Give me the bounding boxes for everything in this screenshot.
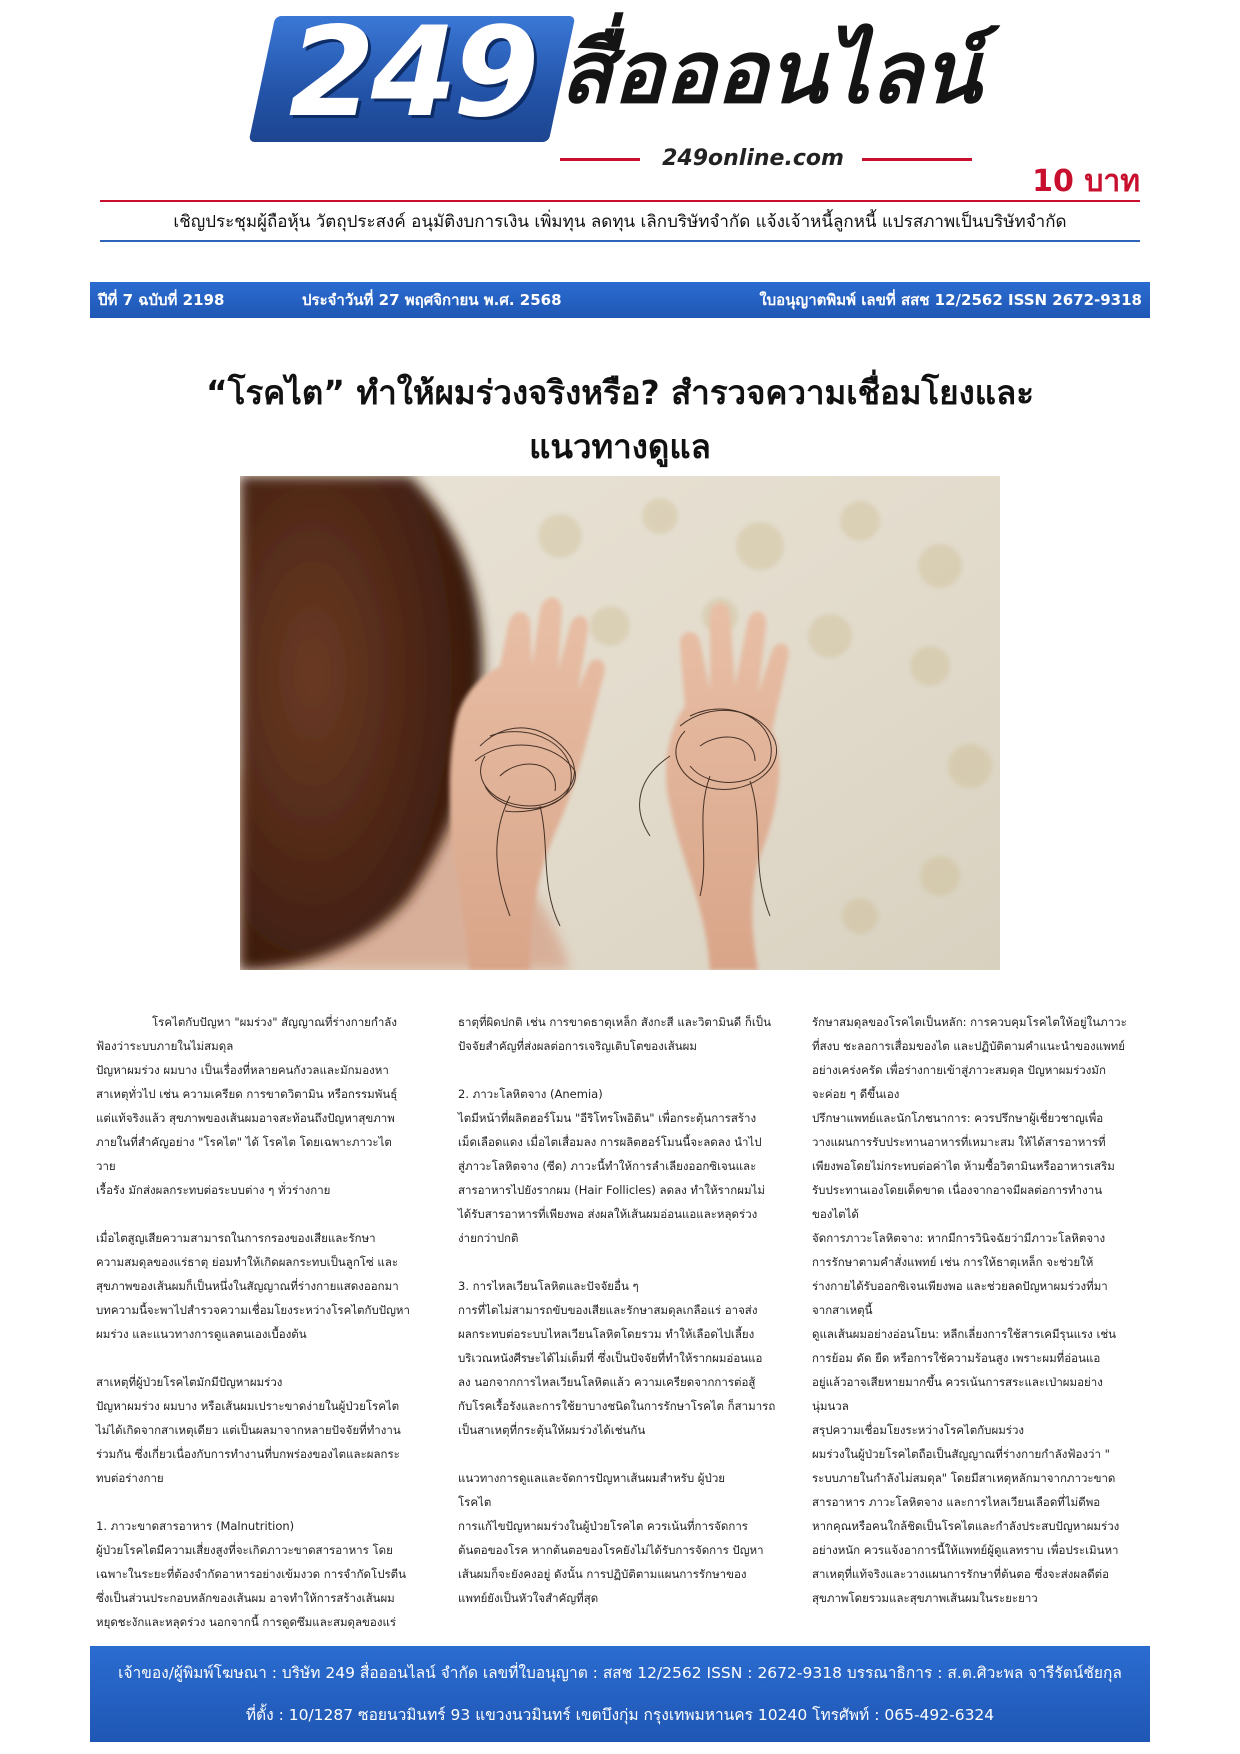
paragraph-line: เส้นผมก็จะยังคงอยู่ ดังนั้น การปฏิบัติตามแผนการรักษาของ xyxy=(458,1567,747,1581)
paragraph-line: ไม่ได้เกิดจากสาเหตุเดียว แต่เป็นผลมาจากหลายปัจจัยที่ทำงาน xyxy=(96,1423,401,1437)
section-heading: 3. การไหลเวียนโลหิตและปัจจัยอื่น ๆ xyxy=(458,1279,639,1293)
paragraph-line: นุ่มนวล xyxy=(812,1399,849,1413)
paragraph-line: เฉพาะในระยะที่ต้องจำกัดอาหารอย่างเข้มงวด การจำกัดโปรตีน xyxy=(96,1567,406,1581)
logo-wordmark: สื่อออนไลน์ xyxy=(560,23,981,123)
paragraph-line: ปัจจัยสำคัญที่ส่งผลต่อการเจริญเติบโตของเส้นผม xyxy=(458,1039,697,1053)
paragraph-line: การรักษาตามคำสั่งแพทย์ เช่น การให้ธาตุเหล็ก จะช่วยให้ xyxy=(812,1255,1094,1269)
paragraph-line: ของไตได้ xyxy=(812,1207,859,1221)
logo-url: 249online.com xyxy=(662,146,844,171)
headline-line-1: “โรคไต” ทำให้ผมร่วงจริงหรือ? สำรวจความเชื่อมโยงและ xyxy=(206,373,1034,412)
services-tagline: เชิญประชุมผู้ถือหุ้น วัตถุประสงค์ อนุมัติงบการเงิน เพิ่มทุน ลดทุน เลิกบริษัทจำกัด แจ้งเจ้าหนี้ลูกหนี้ แปรสภาพเป็นบริษัทจำกัด xyxy=(173,212,1067,232)
paragraph-line: สารอาหาร ภาวะโลหิตจาง และการไหลเวียนเลือดที่ไม่ดีพอ xyxy=(812,1495,1101,1509)
paragraph-line: เพียงพอโดยไม่กระทบต่อค่าไต ห้ามซื้อวิตามินหรืออาหารเสริม xyxy=(812,1159,1115,1173)
article-photo xyxy=(240,476,1000,970)
paragraph-line: ผู้ป่วยโรคไตมีความเสี่ยงสูงที่จะเกิดภาวะขาดสารอาหาร โดย xyxy=(96,1543,393,1557)
paragraph-line: สาเหตุที่แท้จริงและวางแผนการรักษาที่ต้นตอ ซึ่งจะส่งผลดีต่อ xyxy=(812,1567,1110,1581)
paragraph-line: หากคุณหรือคนใกล้ชิดเป็นโรคไตและกำลังประสบปัญหาผมร่วง xyxy=(812,1519,1120,1533)
paragraph-line: สารอาหารไปยังรากผม (Hair Follicles) ลดลง ทำให้รากผมไม่ xyxy=(458,1183,765,1197)
issue-number: ปีที่ 7 ฉบับที่ 2198 xyxy=(98,291,225,309)
paragraph-line: อย่างเคร่งครัด เพื่อร่างกายเข้าสู่ภาวะสมดุล ปัญหาผมร่วงมัก xyxy=(812,1063,1106,1077)
section-heading: แนวทางการดูแลและจัดการปัญหาเส้นผมสำหรับ ผู้ป่วย xyxy=(458,1471,726,1485)
paragraph-line: การย้อม ดัด ยืด หรือการใช้ความร้อนสูง เพราะผมที่อ่อนแอ xyxy=(812,1351,1101,1365)
logo-divider-right xyxy=(862,158,972,161)
paragraph-line: ผมร่วงในผู้ป่วยโรคไตถือเป็นสัญญาณที่ร่างกายกำลังฟ้องว่า " xyxy=(812,1447,1110,1461)
paragraph-line: ระบบภายในกำลังไม่สมดุล" โดยมีสาเหตุหลักมาจากภาวะขาด xyxy=(812,1471,1116,1485)
paragraph-line: ต้นตอของโรค หากต้นตอของโรคยังไม่ได้รับการจัดการ ปัญหา xyxy=(458,1543,764,1557)
paragraph-line: ผมร่วง และแนวทางการดูแลตนเองเบื้องต้น xyxy=(96,1327,307,1341)
paragraph-line: ปัญหาผมร่วง ผมบาง เป็นเรื่องที่หลายคนกังวลและมักมองหา xyxy=(96,1063,389,1077)
paragraph-line: กับโรคเรื้อรังและการใช้ยาบางชนิดในการรักษาโรคไต ก็สามารถ xyxy=(458,1399,776,1413)
article-headline xyxy=(140,366,1100,476)
paragraph-line: รักษาสมดุลของโรคไตเป็นหลัก: การควบคุมโรคไตให้อยู่ในภาวะ xyxy=(812,1015,1127,1029)
paragraph-line: เม็ดเลือดแดง เมื่อไตเสื่อมลง การผลิตฮอร์โมนนี้จะลดลง นำไป xyxy=(458,1135,762,1149)
issue-bar xyxy=(90,282,1150,318)
paragraph-line: แต่แท้จริงแล้ว สุขภาพของเส้นผมอาจสะท้อนถึงปัญหาสุขภาพ xyxy=(96,1111,395,1125)
hair-loss-photo xyxy=(240,476,1000,970)
paragraph-line: โรคไตกับปัญหา "ผมร่วง" สัญญาณที่ร่างกายกำลัง xyxy=(152,1015,397,1029)
section-heading: 1. ภาวะขาดสารอาหาร (Malnutrition) xyxy=(96,1519,295,1533)
section-heading: สรุปความเชื่อมโยงระหว่างโรคไตกับผมร่วง xyxy=(812,1423,1025,1437)
issue-date: ประจำวันที่ 27 พฤศจิกายน พ.ศ. 2568 xyxy=(302,291,562,309)
paragraph-line: ฟ้องว่าระบบภายในไม่สมดุล xyxy=(96,1039,234,1053)
paragraph-line: ร่างกายได้รับออกซิเจนเพียงพอ และช่วยลดปัญหาผมร่วงที่มา xyxy=(812,1279,1108,1293)
paragraph-line: ความสมดุลของแร่ธาตุ ย่อมทำให้เกิดผลกระทบเป็นลูกโซ่ และ xyxy=(96,1255,399,1269)
paragraph-line: อยู่แล้วอาจเสียหายมากขึ้น ควรเน้นการสระและเป่าผมอย่าง xyxy=(812,1375,1103,1389)
paragraph-line: การที่ไตไม่สามารถขับของเสียและรักษาสมดุลเกลือแร่ อาจส่ง xyxy=(458,1303,758,1317)
article-column-2 xyxy=(458,1010,778,1610)
paragraph-line: สุขภาพโดยรวมและสุขภาพเส้นผมในระยะยาว xyxy=(812,1591,1038,1605)
article-column-3 xyxy=(812,1010,1138,1610)
paragraph-line: จะค่อย ๆ ดีขึ้นเอง xyxy=(812,1087,900,1101)
paragraph-line: ดูแลเส้นผมอย่างอ่อนโยน: หลีกเลี่ยงการใช้สารเคมีรุนแรง เช่น xyxy=(812,1327,1117,1341)
paragraph-line: วางแผนการรับประทานอาหารที่เหมาะสม ให้ได้สารอาหารที่ xyxy=(812,1135,1106,1149)
paragraph-line: บทความนี้จะพาไปสำรวจความเชื่อมโยงระหว่างโรคไตกับปัญหา xyxy=(96,1303,410,1317)
paragraph-line: ซึ่งเป็นส่วนประกอบหลักของเส้นผม อาจทำให้การสร้างเส้นผม xyxy=(96,1591,395,1605)
paragraph-line: ได้รับสารอาหารที่เพียงพอ ส่งผลให้เส้นผมอ่อนแอและหลุดร่วง xyxy=(458,1207,758,1221)
headline-line-2: แนวทางดูแล xyxy=(529,427,711,466)
paragraph-line: การแก้ไขปัญหาผมร่วงในผู้ป่วยโรคไต ควรเน้นที่การจัดการ xyxy=(458,1519,748,1533)
paragraph-line: หยุดชะงักและหลุดร่วง นอกจากนี้ การดูดซึมและสมดุลของแร่ xyxy=(96,1615,397,1629)
paragraph-line: จัดการภาวะโลหิตจาง: หากมีการวินิจฉัยว่ามีภาวะโลหิตจาง xyxy=(812,1231,1106,1245)
paragraph-line: รับประทานเองโดยเด็ดขาด เนื่องจากอาจมีผลต่อการทำงาน xyxy=(812,1183,1103,1197)
footer-address: ที่ตั้ง : 10/1287 ซอยนวมินทร์ 93 แขวงนวมินทร์ เขตบึงกุ่ม กรุงเทพมหานคร 10240 โทรศัพท์ : 065-492-6324 xyxy=(245,1706,995,1724)
section-heading: สาเหตุที่ผู้ป่วยโรคไตมักมีปัญหาผมร่วง xyxy=(96,1375,283,1389)
paragraph-line: แพทย์ยังเป็นหัวใจสำคัญที่สุด xyxy=(458,1591,599,1605)
masthead xyxy=(0,0,1240,240)
paragraph-line: สุขภาพของเส้นผมก็เป็นหนึ่งในสัญญาณที่ร่างกายแสดงออกมา xyxy=(96,1279,399,1293)
paragraph-line: จากสาเหตุนี้ xyxy=(812,1303,873,1317)
article-column-1 xyxy=(96,1010,410,1634)
paragraph-line: ธาตุที่ผิดปกติ เช่น การขาดธาตุเหล็ก สังกะสี และวิตามินดี ก็เป็น xyxy=(458,1015,771,1029)
section-heading: โรคไต xyxy=(458,1495,492,1509)
paragraph-line: ปรึกษาแพทย์และนักโภชนาการ: ควรปรึกษาผู้เชี่ยวชาญเพื่อ xyxy=(812,1111,1104,1125)
section-heading: 2. ภาวะโลหิตจาง (Anemia) xyxy=(458,1087,603,1101)
paragraph-line: สาเหตุทั่วไป เช่น ความเครียด การขาดวิตามิน หรือกรรมพันธุ์ xyxy=(96,1087,398,1101)
paragraph-line: ที่สงบ ชะลอการเสื่อมของไต และปฏิบัติตามคำแนะนำของแพทย์ xyxy=(812,1039,1125,1053)
footer-publisher: เจ้าของ/ผู้พิมพ์โฆษณา : บริษัท 249 สื่อออนไลน์ จำกัด เลขที่ใบอนุญาต : สสช 12/2562 ISSN : 2672-9318 บรรณาธิการ : ส.ต.ศิวะพล จารีรัตน์ชัยกุล xyxy=(118,1664,1122,1682)
paragraph-line: ลง นอกจากการไหลเวียนโลหิตแล้ว ความเครียดจากการต่อสู้ xyxy=(458,1375,756,1389)
paragraph-line: ไตมีหน้าที่ผลิตฮอร์โมน "อีริโทรโพอิติน" เพื่อกระตุ้นการสร้าง xyxy=(458,1111,757,1125)
paragraph-line: ทบต่อร่างกาย xyxy=(96,1471,164,1485)
paragraph-line: ปัญหาผมร่วง ผมบาง หรือเส้นผมเปราะขาดง่ายในผู้ป่วยโรคไต xyxy=(96,1399,400,1413)
price-label: 10 บาท xyxy=(1032,164,1140,199)
paragraph-line: ร่วมกัน ซึ่งเกี่ยวเนื่องกับการทำงานที่บกพร่องของไตและผลกระ xyxy=(96,1447,400,1461)
paragraph-line: ง่ายกว่าปกติ xyxy=(458,1231,519,1245)
paragraph-line: เรื้อรัง มักส่งผลกระทบต่อระบบต่าง ๆ ทั่วร่างกาย xyxy=(96,1183,331,1197)
paragraph-line: สู่ภาวะโลหิตจาง (ซีด) ภาวะนี้ทำให้การลำเลียงออกซิเจนและ xyxy=(458,1159,757,1173)
paragraph-line: ผลกระทบต่อระบบไหลเวียนโลหิตโดยรวม ทำให้เลือดไปเลี้ยง xyxy=(458,1327,755,1341)
issue-license: ใบอนุญาตพิมพ์ เลขที่ สสช 12/2562 ISSN 2672-9318 xyxy=(759,291,1142,309)
masthead-rule-top xyxy=(100,200,1140,202)
paragraph-line: เมื่อไตสูญเสียความสามารถในการกรองของเสียและรักษา xyxy=(96,1231,376,1245)
paragraph-line: บริเวณหนังศีรษะได้ไม่เต็มที่ ซึ่งเป็นปัจจัยที่ทำให้รากผมอ่อนแอ xyxy=(458,1351,763,1365)
publisher-footer xyxy=(90,1646,1150,1742)
logo-number: 249 xyxy=(288,1,536,145)
paragraph-line: เป็นสาเหตุที่กระตุ้นให้ผมร่วงได้เช่นกัน xyxy=(458,1423,646,1437)
paragraph-line: อย่างหนัก ควรแจ้งอาการนี้ให้แพทย์ผู้ดูแลทราบ เพื่อประเมินหา xyxy=(812,1543,1119,1557)
logo-divider-left xyxy=(560,158,640,161)
paragraph-line: ภายในที่สำคัญอย่าง "โรคไต" ได้ โรคไต โดยเฉพาะภาวะไตวาย xyxy=(96,1135,392,1173)
masthead-rule-bottom xyxy=(100,240,1140,242)
